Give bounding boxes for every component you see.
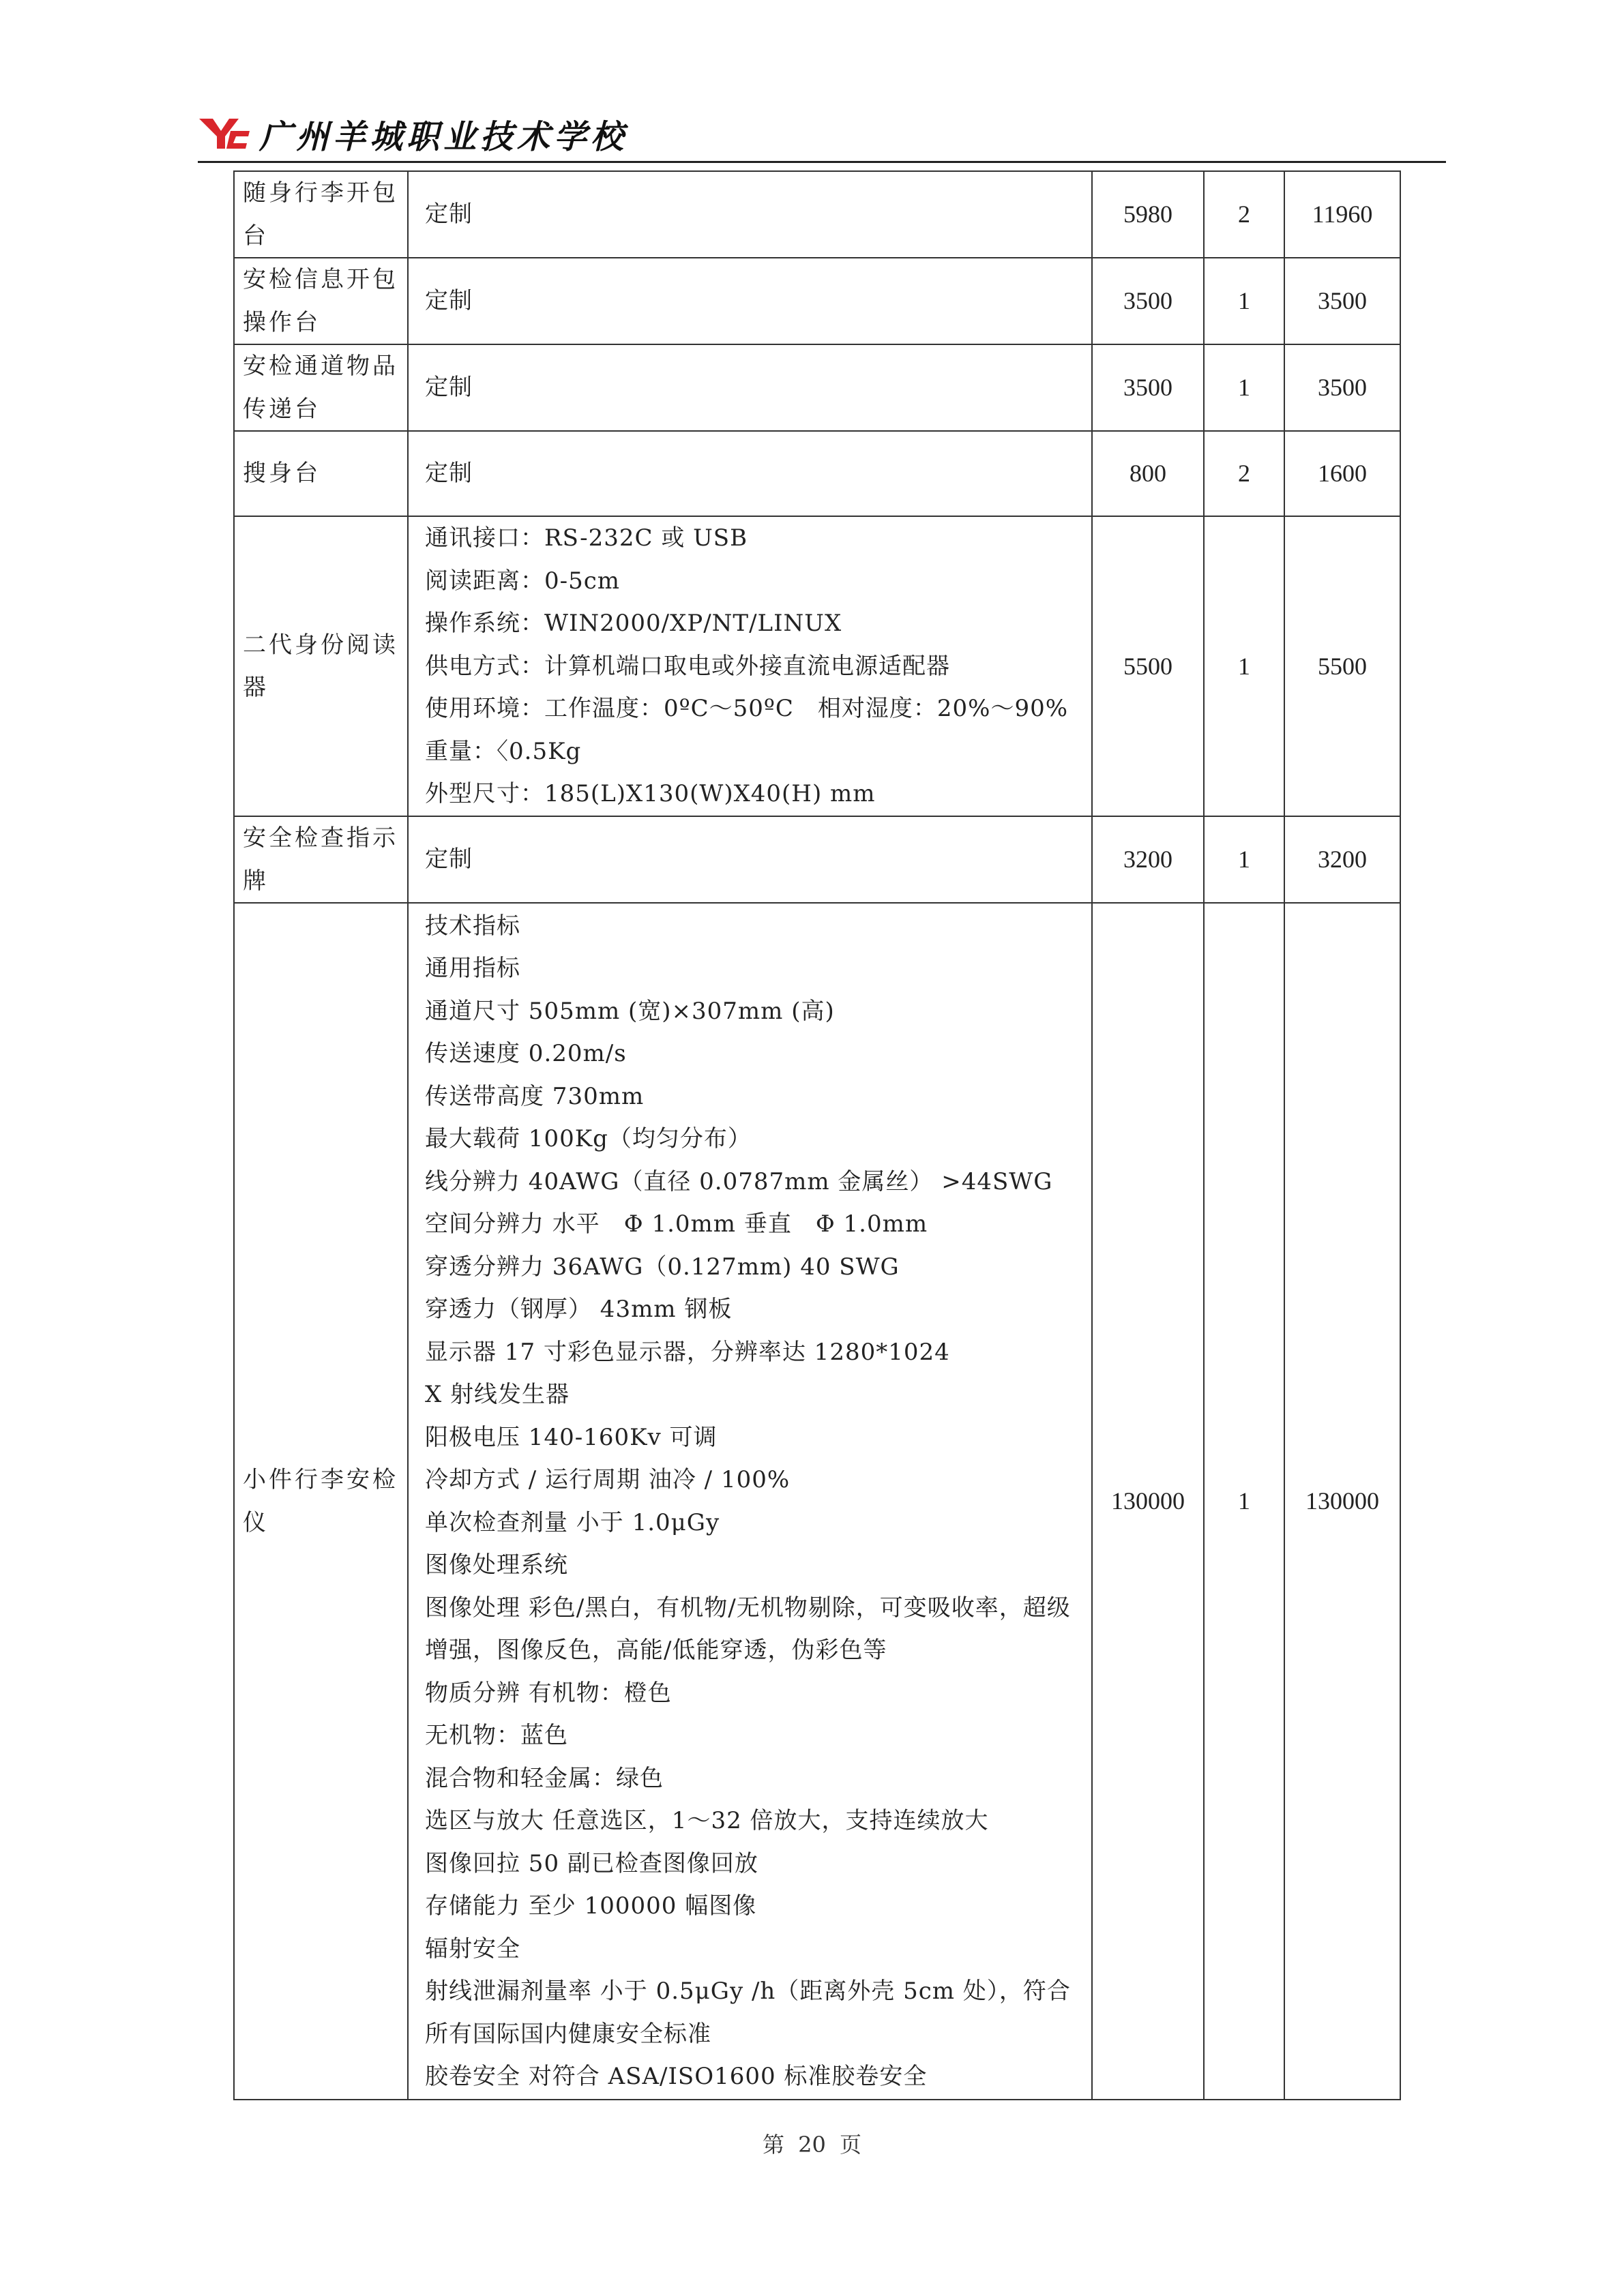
item-spec xyxy=(408,258,1092,344)
spec-line: 通讯接口：RS-232C 或 USB xyxy=(425,524,748,552)
table-body xyxy=(234,171,1400,2100)
spec-line: 定制 xyxy=(425,200,473,228)
quantity: 1 xyxy=(1204,816,1284,903)
spec-line: 穿透分辨力 36AWG（0.127mm) 40 SWG xyxy=(425,1253,900,1281)
spec-line: 使用环境：工作温度：0ºC～50ºC 相对湿度：20%～90% xyxy=(425,695,1069,723)
total-price: 3500 xyxy=(1284,344,1400,431)
spec-line: 冷却方式 / 运行周期 油冷 / 100% xyxy=(425,1466,791,1493)
spec-line: X 射线发生器 xyxy=(425,1381,570,1408)
item-name: 小件行李安检仪 xyxy=(234,903,408,2100)
page-number: 第 20 页 xyxy=(762,2132,862,2158)
spec-line: 射线泄漏剂量率 小于 0.5μGy /h（距离外壳 5cm 处），符合所有国际国内健康安全标准 xyxy=(425,1978,1071,2048)
table-row xyxy=(234,816,1400,903)
quantity: 2 xyxy=(1204,171,1284,258)
quantity: 1 xyxy=(1204,258,1284,344)
page-header xyxy=(198,109,1446,164)
spec-line: 单次检查剂量 小于 1.0μGy xyxy=(425,1508,720,1536)
item-name: 安检通道物品传递台 xyxy=(234,344,408,431)
quantity: 2 xyxy=(1204,431,1284,516)
spec-line: 物质分辨 有机物：橙色 xyxy=(425,1679,672,1707)
spec-line: 图像回拉 50 副已检查图像回放 xyxy=(425,1849,758,1877)
spec-line: 操作系统：WIN2000/XP/NT/LINUX xyxy=(425,610,842,638)
spec-line: 存储能力 至少 100000 幅图像 xyxy=(425,1892,757,1920)
spec-line: 供电方式：计算机端口取电或外接直流电源适配器 xyxy=(425,652,950,680)
spec-line: 显示器 17 寸彩色显示器，分辨率达 1280*1024 xyxy=(425,1338,950,1366)
spec-line: 图像处理系统 xyxy=(425,1551,568,1579)
item-name: 随身行李开包台 xyxy=(234,171,408,258)
table-row xyxy=(234,171,1400,258)
item-spec xyxy=(408,516,1092,816)
spec-line: 传送速度 0.20m/s xyxy=(425,1040,627,1067)
spec-line: 定制 xyxy=(425,374,473,402)
header-divider xyxy=(198,161,1446,163)
school-logo-icon xyxy=(198,116,251,151)
quantity: 1 xyxy=(1204,344,1284,431)
total-price: 3500 xyxy=(1284,258,1400,344)
spec-line: 选区与放大 任意选区，1～32 倍放大，支持连续放大 xyxy=(425,1807,989,1834)
item-name: 安全检查指示牌 xyxy=(234,816,408,903)
spec-line: 胶卷安全 对符合 ASA/ISO1600 标准胶卷安全 xyxy=(425,2063,928,2090)
spec-line: 定制 xyxy=(425,846,473,874)
item-spec xyxy=(408,344,1092,431)
total-price: 130000 xyxy=(1284,903,1400,2100)
unit-price: 5500 xyxy=(1092,516,1204,816)
table-row xyxy=(234,258,1400,344)
spec-line: 辐射安全 xyxy=(425,1935,520,1963)
quantity: 1 xyxy=(1204,516,1284,816)
total-price: 5500 xyxy=(1284,516,1400,816)
equipment-table xyxy=(233,170,1401,2100)
spec-line: 图像处理 彩色/黑白，有机物/无机物剔除，可变吸收率，超级增强，图像反色，高能/低能穿透，伪彩色等 xyxy=(425,1594,1071,1664)
total-price: 1600 xyxy=(1284,431,1400,516)
item-spec xyxy=(408,431,1092,516)
item-name: 二代身份阅读器 xyxy=(234,516,408,816)
table-row xyxy=(234,903,1400,2100)
unit-price: 3200 xyxy=(1092,816,1204,903)
spec-line: 通用指标 xyxy=(425,955,520,982)
item-spec xyxy=(408,171,1092,258)
total-price: 11960 xyxy=(1284,171,1400,258)
item-name: 安检信息开包操作台 xyxy=(234,258,408,344)
item-spec xyxy=(408,816,1092,903)
spec-line: 技术指标 xyxy=(425,912,520,940)
total-price: 3200 xyxy=(1284,816,1400,903)
spec-line: 混合物和轻金属：绿色 xyxy=(425,1764,664,1792)
school-name: 广州羊城职业技术学校 xyxy=(259,118,628,156)
spec-line: 重量：〈0.5Kg xyxy=(425,737,582,765)
unit-price: 3500 xyxy=(1092,344,1204,431)
item-spec xyxy=(408,903,1092,2100)
unit-price: 3500 xyxy=(1092,258,1204,344)
table-row xyxy=(234,431,1400,516)
unit-price: 5980 xyxy=(1092,171,1204,258)
spec-line: 空间分辨力 水平 Φ 1.0mm 垂直 Φ 1.0mm xyxy=(425,1210,928,1238)
spec-line: 无机物：蓝色 xyxy=(425,1722,568,1749)
quantity: 1 xyxy=(1204,903,1284,2100)
spec-line: 外型尺寸：185(L)X130(W)X40(H) mm xyxy=(425,780,876,808)
spec-line: 阳极电压 140-160Kv 可调 xyxy=(425,1423,718,1451)
spec-line: 定制 xyxy=(425,460,473,488)
spec-line: 线分辨力 40AWG（直径 0.0787mm 金属丝） >44SWG xyxy=(425,1167,1053,1195)
spec-line: 定制 xyxy=(425,287,473,315)
spec-line: 通道尺寸 505mm (宽)×307mm (高) xyxy=(425,997,835,1025)
spec-line: 传送带高度 730mm xyxy=(425,1082,645,1110)
spec-line: 穿透力（钢厚） 43mm 钢板 xyxy=(425,1296,733,1323)
unit-price: 130000 xyxy=(1092,903,1204,2100)
item-name: 搜身台 xyxy=(234,431,408,516)
table-row xyxy=(234,344,1400,431)
spec-line: 阅读距离：0-5cm xyxy=(425,567,621,595)
table-row xyxy=(234,516,1400,816)
spec-line: 最大载荷 100Kg（均匀分布） xyxy=(425,1125,752,1152)
unit-price: 800 xyxy=(1092,431,1204,516)
